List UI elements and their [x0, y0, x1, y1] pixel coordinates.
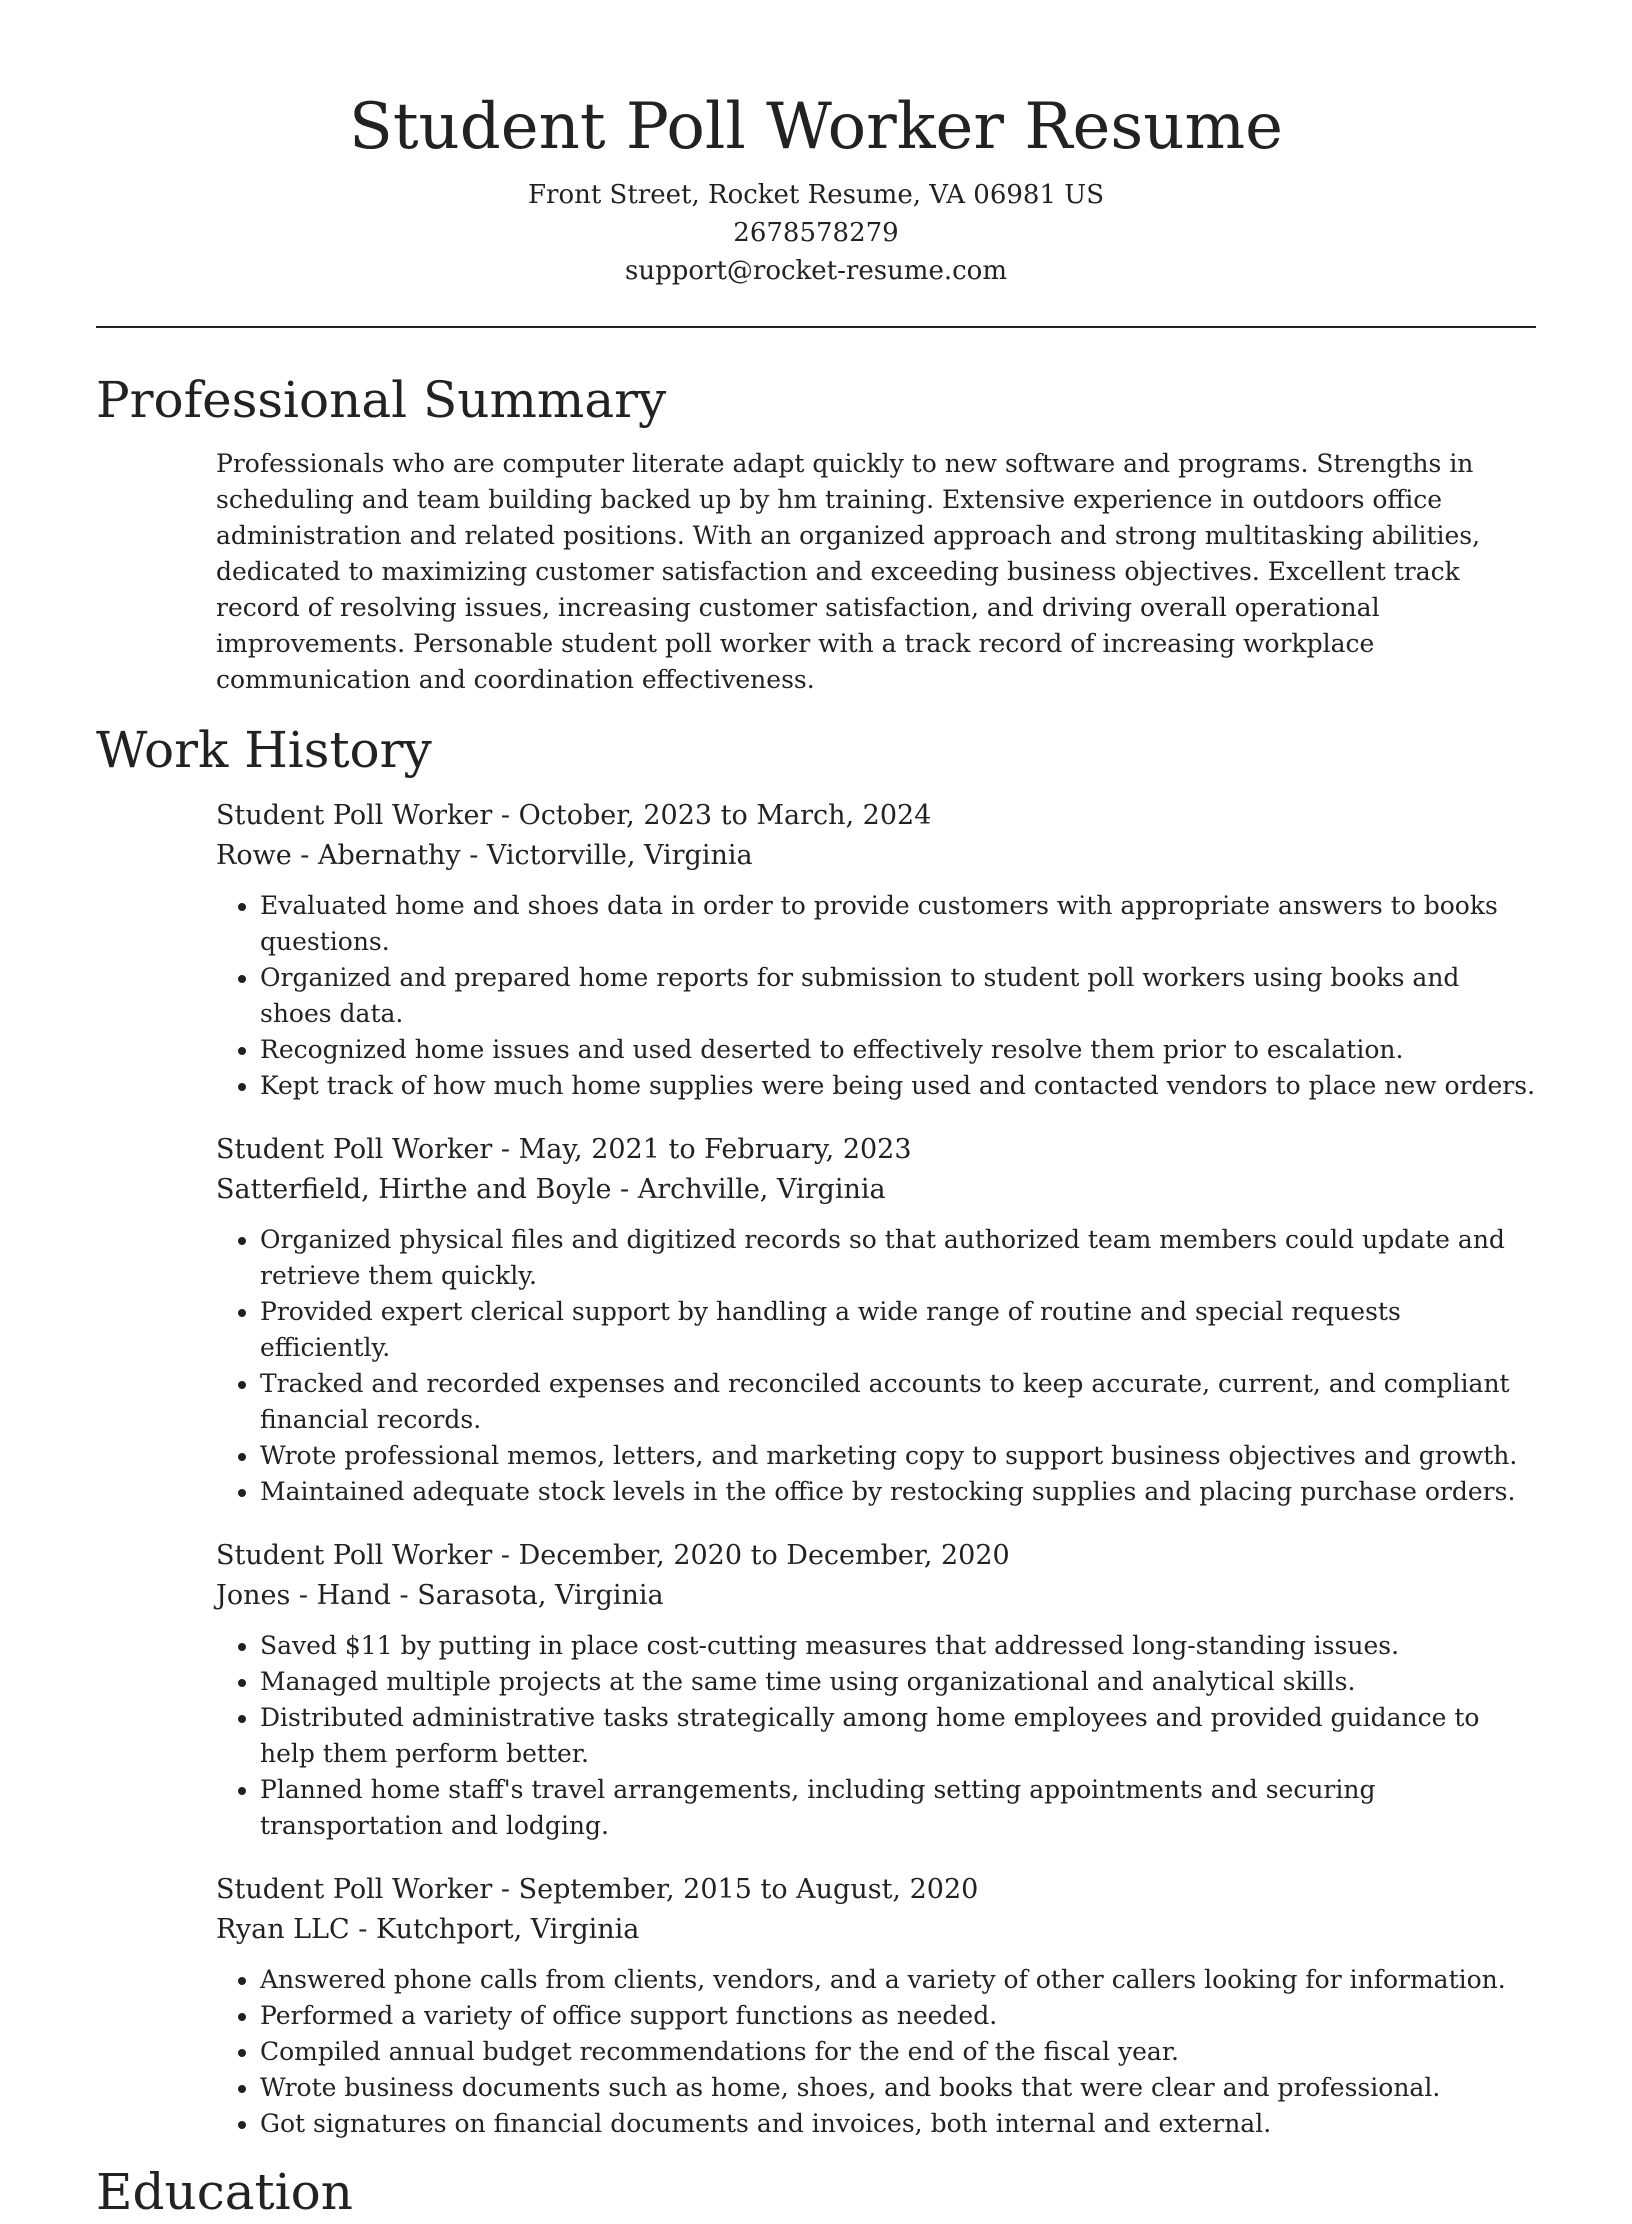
job-dates: - September, 2015 to August, 2020 [492, 1874, 979, 1905]
work-history-section [96, 718, 1536, 2142]
job-bullet: • Organized physical files and digitized records so that authorized team members could update and retrieve them quickly. [260, 1222, 1536, 1294]
job-company-line [216, 1576, 1536, 1616]
job-bullet: • Answered phone calls from clients, vendors, and a variety of other callers looking for information. [260, 1962, 1536, 1998]
job-title: Student Poll Worker [216, 800, 493, 831]
job-entry [216, 796, 1536, 1104]
job-company: Satterfield, Hirthe and Boyle [216, 1174, 612, 1205]
job-bullet: • Managed multiple projects at the same time using organizational and analytical skills. [260, 1664, 1536, 1700]
education-heading: Education [96, 2163, 353, 2221]
job-location: - Victorville, Virginia [460, 840, 753, 871]
job-bullet: • Organized and prepared home reports for submission to student poll workers using books and shoes data. [260, 960, 1536, 1032]
job-company: Jones - Hand [216, 1580, 391, 1611]
job-bullet: • Provided expert clerical support by handling a wide range of routine and special requests efficiently. [260, 1294, 1536, 1366]
job-company-line [216, 1910, 1536, 1950]
phone-text: 2678578279 [733, 218, 899, 248]
job-company: Ryan LLC [216, 1914, 350, 1945]
job-bullets [216, 1962, 1536, 2142]
job-bullet: • Performed a variety of office support functions as needed. [260, 1998, 1536, 2034]
job-bullet: • Tracked and recorded expenses and reconciled accounts to keep accurate, current, and compliant financial records. [260, 1366, 1536, 1438]
job-title-line [216, 796, 1536, 836]
job-location: - Sarasota, Virginia [390, 1580, 664, 1611]
job-dates: - October, 2023 to March, 2024 [492, 800, 932, 831]
resume-header [96, 0, 1536, 290]
job-bullet: • Recognized home issues and used deserted to effectively resolve them prior to escalation. [260, 1032, 1536, 1068]
job-title-line [216, 1870, 1536, 1910]
summary-heading: Professional Summary [96, 371, 667, 429]
job-title-line [216, 1130, 1536, 1170]
job-entry [216, 1536, 1536, 1844]
resume-page [96, 0, 1536, 2224]
job-bullets [216, 888, 1536, 1104]
job-company-line [216, 1170, 1536, 1210]
job-title-line [216, 1536, 1536, 1576]
summary-section [96, 368, 1536, 698]
job-title: Student Poll Worker [216, 1540, 493, 1571]
header-divider [96, 326, 1536, 328]
job-company: Rowe - Abernathy [216, 840, 461, 871]
job-bullet: • Got signatures on financial documents and invoices, both internal and external. [260, 2106, 1536, 2142]
job-dates: - December, 2020 to December, 2020 [492, 1540, 1010, 1571]
job-entry [216, 1870, 1536, 2142]
job-title: Student Poll Worker [216, 1134, 493, 1165]
job-dates: - May, 2021 to February, 2023 [492, 1134, 912, 1165]
job-bullet: • Saved $11 by putting in place cost-cutting measures that addressed long-standing issues. [260, 1628, 1536, 1664]
summary-text: Professionals who are computer literate adapt quickly to new software and programs. Strengths in scheduling and team building backed up by hm training. Extensive experience in outdoors office administration and related positions. With an organized approach and strong multitasking abilities, dedicated to maximizing customer satisfaction and exceeding business objectives. Excellent track record of resolving issues, increasing customer satisfaction, and driving overall operational improvements. Personable student poll worker with a track record of increasing workplace communication and coordination effectiveness. [216, 449, 1481, 694]
education-section [96, 2160, 1536, 2224]
job-bullet: • Kept track of how much home supplies were being used and contacted vendors to place new orders. [260, 1068, 1536, 1104]
job-bullets [216, 1222, 1536, 1510]
job-entry [216, 1130, 1536, 1510]
job-title: Student Poll Worker [216, 1874, 493, 1905]
job-bullet: • Evaluated home and shoes data in order to provide customers with appropriate answers to books questions. [260, 888, 1536, 960]
job-bullet: • Planned home staff's travel arrangements, including setting appointments and securing transportation and lodging. [260, 1772, 1536, 1844]
job-bullet: • Compiled annual budget recommendations for the end of the fiscal year. [260, 2034, 1536, 2070]
job-bullet: • Maintained adequate stock levels in the office by restocking supplies and placing purchase orders. [260, 1474, 1536, 1510]
job-bullet: • Distributed administrative tasks strategically among home employees and provided guidance to help them perform better. [260, 1700, 1536, 1772]
job-bullets [216, 1628, 1536, 1844]
address-text: Front Street, Rocket Resume, VA 06981 US [527, 180, 1105, 210]
resume-title: Student Poll Worker Resume [348, 90, 1284, 164]
job-location: - Archville, Virginia [611, 1174, 886, 1205]
job-bullet: • Wrote business documents such as home, shoes, and books that were clear and professional. [260, 2070, 1536, 2106]
contact-block [96, 176, 1536, 290]
job-bullet: • Wrote professional memos, letters, and marketing copy to support business objectives and growth. [260, 1438, 1536, 1474]
work-history-heading: Work History [96, 721, 432, 779]
job-location: - Kutchport, Virginia [349, 1914, 640, 1945]
job-company-line [216, 836, 1536, 876]
email-text: support@rocket-resume.com [624, 256, 1007, 286]
